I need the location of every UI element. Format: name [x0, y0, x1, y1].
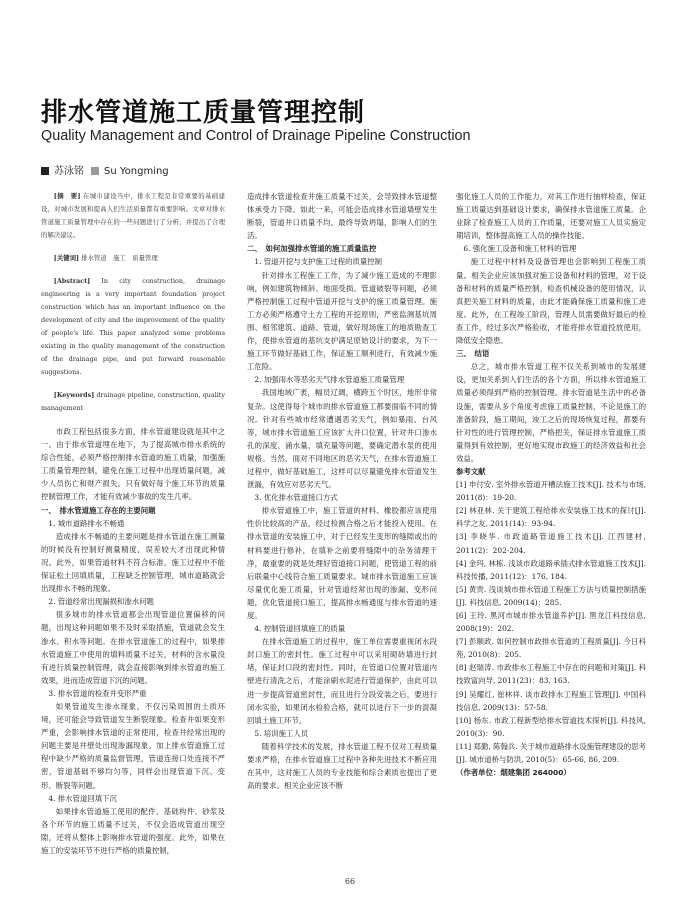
reference-item: [11] 郑勤, 陈翰兵. 关于城市道路排水设施管理建设的思考[J]. 城市道桥与防洪, 2010(5)：65-66, 86, 209.: [456, 741, 646, 765]
section-heading: 三、 结语: [456, 349, 490, 359]
references: [456, 465, 646, 779]
subsection-heading: 5. 培训施工人员: [254, 728, 309, 738]
author-en: Su Yongming: [104, 166, 169, 177]
paragraph: 造成排水管道检查井施工质量不过关，会导致排水管道整体承受力下降。如此一来，可能会造成排水管道墙壁发生断裂，管道井口质量不均，最终导致坍塌，影响人们的生活。: [247, 192, 437, 241]
section-heading: 二、 如何加强排水管道的施工质量监控: [247, 244, 377, 254]
paragraph: 针对排水工程施工工作，为了减少施工造成的不理影响，例如建筑物倾斜、地面受损、管道破裂等问题，必须严格控制施工过程中管道开挖与支护的施工质量管理。施工方必须严格遵守土方工程的开挖原则，严密监测基坑周围、相邻建筑、道路、管道，做好现场施工的地质勘查工作，使排水管道的基坑支护满足原始设计的要求，为下一施工环节做好基础工作，保证施工顺利进行，有效减少施工危险。: [247, 270, 437, 372]
paragraph: 排水管道施工中，施工管道的材料、橡胶都应该使用性价比较高的产品，经过检测合格之后才能投入使用。在排水管道的安装施工中，对于已经发生变形的缝隙或出的材料要进行修补，在填补之前要将缝隙中的杂务清理干净，最重要的就是处理好管道接口问题，使管道工程的前后联量中心线符合施工质量要求。城市排水管道施工应该尽量优化施工质量，针对管道经常出现的渗漏、变形问题，优化管道接口施工，提高排水畅通度与排水管道的速度。: [247, 506, 437, 620]
subsection-heading: 2. 加强雨水等恶劣天气排水管道施工质量管理: [254, 375, 405, 385]
references-title: 参考文献: [456, 466, 486, 476]
subsection-heading: 4. 排水管道回填下沉: [48, 793, 117, 803]
subsection-heading: 3. 优化排水管道接口方式: [254, 493, 338, 503]
column-1: [41, 190, 225, 857]
column-1-body: [41, 425, 225, 857]
author-unit: （作者单位：烟建集团 264000）: [456, 768, 571, 778]
keywords-en-text: drainage pipeline, construction, quality management: [41, 391, 225, 412]
column-3-body: [456, 190, 646, 465]
keywords-en: [41, 389, 225, 415]
subsection-heading: 1. 管道开挖与支护施工过程的质量控制: [254, 257, 383, 267]
reference-item: [9] 吴耀红, 崔林祥. 谈市政排水工程施工管理[J]. 中国科技信息, 2009(13)：57-58.: [456, 689, 646, 712]
reference-item: [10] 杨东. 市政工程新型给排水管道技术探析[J]. 科技风, 2010(3)：90.: [456, 715, 646, 738]
paragraph: 总之，城市排水管道工程不仅关系到城市的发展建设，更加关系到人们生活的各个方面，所以排水管道施工质量必须得到严格的控制管理。排水管道是生活中的必备设施，需要从多个角度考虑施工质量控制，不论是施工的准备阶段，施工期间，竣工之后的现场恢复过程，都要有针对性的进行管理控制，严格把关，保证排水管道施工质量得到有效控制，更好地实现市政施工的经济效益和社会效益。: [456, 362, 646, 463]
reference-item: [8] 赵瑞涛. 市政排水工程施工中存在的问题和对策[J]. 科技致富向导, 2011(23)：83, 163.: [456, 663, 646, 686]
paragraph: 如果管道发生渗水现象，不仅污染周围的土质环境，还可能会导致管道发生断裂现象。检查井如果变形严重，会影响排水管道的正常使用，检查井经常出现的问题主要是井壁处出现渗漏现象。加上排水管道施工过程中缺少严格的质量监督管理，管道连接口处连接不严密，管道基础不够均匀等，同样会出现管道下沉、变形、断裂等问题。: [41, 701, 225, 790]
author-line: [41, 162, 169, 177]
paragraph: 在排水管道施工的过程中，施工单位需要重视闭水段封口施工的密封性。施工过程中可以采用砌砖墙进行封堵，保证封口段的密封性。同时，在管道口位置对管道内壁进行清洗之后，才能涂刷水泥进行管道保护，由此可以进一步提高管道密封性，而且进行分段安装之后，要进行闭水实验，如果闭水检验合格，就可以进行下一步的混凝回填土施工环节。: [247, 637, 437, 725]
keywords-zh-text: 排水管道 施工 质量管理: [81, 254, 158, 262]
references-list: [456, 478, 646, 766]
reference-item: [5] 黄贵. 浅谈城市排水管道工程施工方法与质量控制措施[J]. 科技信息, 2009(14)：285.: [456, 584, 646, 607]
column-3: [456, 190, 646, 779]
abstract-en-label: [Abstract]: [53, 277, 91, 285]
paragraph: 很多城市的排水管道都会出现管道位置偏移的问题，出现这种问题如果不及时采取措施，管道就会发生渗水、积水等问题。在排水管道施工的过程中，如果排水管道施工中使用的填料质量不过关，材料的含水量没有进行质量控制管理，就会直接影响到排水管道的施工效果，进而造成管道下沉的问题。: [41, 610, 225, 685]
author-zh: 苏泳铭: [54, 166, 84, 177]
paragraph: 随着科学技术的发展，排水管道工程不仅对工程质量要求严格，在排水管道施工过程中各种先进技术不断应用在其中，这对施工人员的专业技能和综合素质也提出了更高的要求。相关企业应该不断: [247, 741, 437, 791]
column-2: [247, 190, 437, 792]
paragraph: 造成排水不畅通的主要问题是排水管道在施工测量的时候没有控制好测量精度，误差较大才出现此种情况。此外，如果管道材料不符合标准，施工过程中不能保证松土回填质量，工程缺乏控制管理，城市道路就会出现排水不畅的现象。: [41, 531, 225, 594]
subsection-heading: 4. 控制管道回填施工的质量: [254, 624, 346, 634]
subsection-heading: 6. 强化施工设备和施工材料的管理: [463, 244, 577, 254]
title-en: Quality Management and Control of Drainage Pipeline Construction: [41, 128, 471, 144]
abstract-zh: [41, 190, 225, 242]
reference-item: [1] 申付安. 室外排水管道开槽法施工技术[J]. 技术与市场, 2011(8)：19-20.: [456, 480, 646, 503]
subsection-heading: 2. 管道经常出现漏损和渗水问题: [48, 597, 154, 607]
paragraph: 施工过程中材料及设备管理也会影响到工程施工质量。相关企业应该加强对施工设备和材料的管理，对于设备和材料的质量严格控制，检查机械设备的使用情况，认真把关施工材料的质量，由此才能确保施工质量和施工进度。此外，在工程竣工阶段，管理人员需要做好最后的检查工作，经过多次严格验收，才能将排水管道投放使用，降低安全隐患。: [456, 257, 646, 346]
reference-item: [6] 王玲. 黑河市城市排水管道养护[J]. 黑龙江科技信息, 2008(19)：202.: [456, 611, 646, 634]
section-heading: 一、 排水管道施工存在的主要问题: [41, 505, 156, 515]
keywords-zh: [41, 252, 225, 265]
paragraph: 如果排水管道施工使用的配件、基础构件、砂浆及各个环节的施工质量不过关，不仅会造成管道出现空隙，还将从整体上影响排水管道的强度。此外，如果在施工的安装环节不进行严格的质量控制，: [41, 806, 225, 855]
subsection-heading: 3. 排水管道的检查井变形严重: [48, 688, 147, 698]
paragraph: 强化施工人员的工作能力，对其工作进行抽样检查，保证施工质量达到基础设计要求，确保排水管道施工质量。企业除了检查施工人员的工作质量，还要对施工人员实施定期培训，整体提高施工人员的操作技能。: [456, 192, 646, 241]
paragraph: 市政工程包括很多方面，排水管道建设就是其中之一。由于排水管道埋在地下，为了提高城市排水系统的综合性能，必须严格控制排水管道的施工质量，加强施工质量管理控制，避免在施工过程中出现质量问题，减少人员伤亡和财产损失。只有做好每个施工环节的质量控制管理工作，才能有效减少事故的发生几率。: [41, 427, 225, 502]
paragraph: 我国地域广袤，幅员辽阔，横跨五个时区，地形非常复杂。这使得每个城市的排水管道施工都要面临不同的情况。针对有些城市经常遭遇恶劣天气，例如暴雨、台风等，城市排水管道施工应该扩大井口位置，针对井口渗水孔的深度、涌水量、填充量等问题，要确定潜水泵的使用规格。当然，面对不同地区的恶劣天气，在排水管道施工过程中，做好基础施工，这样可以尽量避免排水管道发生泄漏，有效应对恶劣天气。: [247, 388, 437, 490]
abstract-en-text: In city construction, drainage engineering is a very important foundation project construction which has an important influence on the development of city and the improvement of the quality of people's life. This paper analyzed some problems existing in the quality management of the construction of the drainage pipe, and put forward reasonable suggestions.: [41, 277, 225, 376]
keywords-en-label: [Keywords]: [53, 391, 95, 399]
reference-item: [2] 林亚林. 关于建筑工程给排水安装施工技术的探讨[J]. 科学之友, 2011(14)：93-94.: [456, 506, 646, 529]
title-zh: 排水管道施工质量管理控制: [41, 98, 366, 128]
subsection-heading: 1. 城市道路排水不畅通: [48, 518, 125, 528]
reference-item: [4] 金玛, 林栋. 浅谈市政道路承插式排水管道施工技术[J]. 科技传播, 2011(12)：176, 184.: [456, 558, 646, 581]
keywords-zh-label: [关键词]: [53, 254, 80, 262]
page-number: 66: [344, 877, 356, 886]
abstract-en: [41, 275, 225, 379]
square-bullet-icon: [41, 167, 49, 175]
abstract-zh-label: [摘 要]: [53, 192, 81, 200]
reference-item: [7] 彭顺政. 如何控制市政排水管道的工程质量[J]. 今日科苑, 2010(8)：205.: [456, 637, 646, 660]
abstract-zh-text: 在城市建设当中，排水工程是非常重要的基础建设，对城市发展和提高人们生活质量都有重要影响。文章对排水管道施工质量管理中存在的一些问题进行了分析，并提出了合理的解决建议。: [41, 192, 225, 239]
reference-item: [3] 李晓华. 市政道路管道施工技术[J]. 江西建材, 2011(2)：202-204.: [456, 532, 646, 555]
square-bullet-grey-icon: [91, 167, 99, 175]
